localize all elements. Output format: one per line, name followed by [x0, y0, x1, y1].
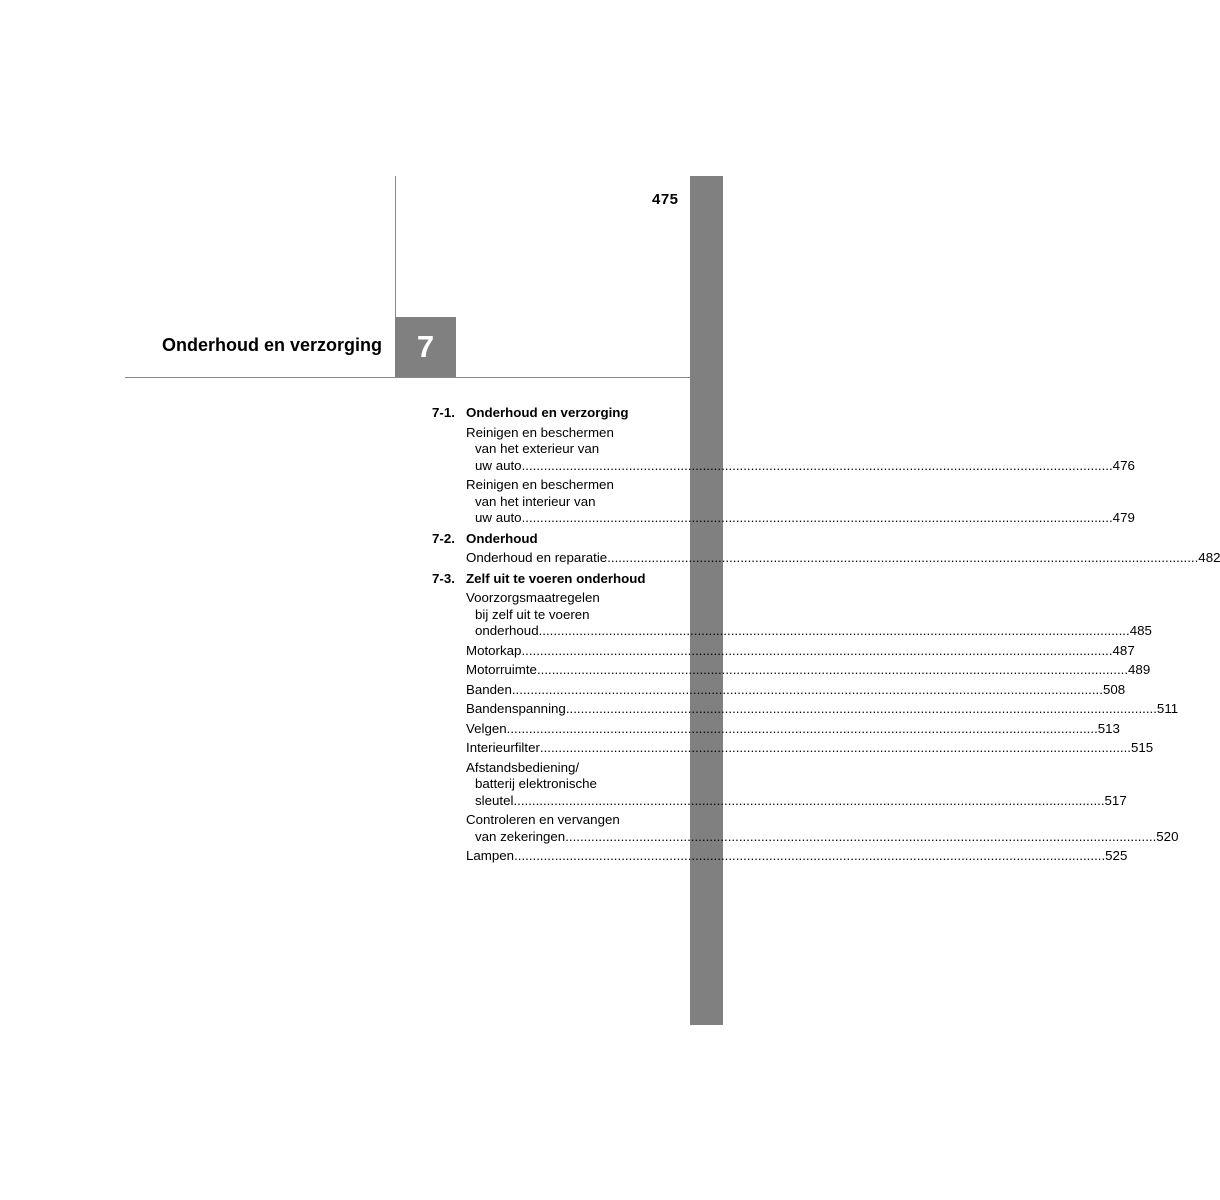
horizontal-rule [125, 377, 691, 378]
toc-entry-line [466, 848, 1128, 865]
toc-entry[interactable] [466, 642, 1135, 660]
toc-section-number: 7-1. [432, 405, 455, 420]
toc-entry-text: Motorruimte [466, 662, 537, 677]
toc-entry-text: van zekeringen [475, 828, 566, 844]
toc-entry[interactable] [466, 720, 1120, 738]
toc-page-number: 515 [1131, 740, 1154, 755]
toc-leader-dots: ................................................................................................................................................................ [513, 792, 1105, 808]
toc-leader-dots: ................................................................................................................................................................ [506, 720, 1098, 736]
toc-entry[interactable] [466, 848, 1128, 865]
toc-entry-line [466, 477, 654, 494]
toc-entry-line [466, 590, 654, 607]
toc-entry-text: Interieurfilter [466, 740, 540, 755]
toc-entry-line [466, 681, 1126, 699]
toc-leader-dots: ................................................................................................................................................................ [514, 848, 1106, 863]
toc-entry-line [466, 550, 1220, 567]
toc-entry-line [466, 828, 1179, 846]
toc-entry-line [466, 510, 1135, 527]
toc-entry-line [466, 662, 1151, 679]
toc-entry-line [466, 760, 654, 777]
toc-leader-dots: ................................................................................................................................................................ [521, 457, 1113, 473]
toc-entry-line [466, 607, 654, 624]
toc-page-number: 482 [1198, 550, 1220, 565]
toc-entry-text: Reinigen en beschermen [466, 424, 614, 440]
toc-entry[interactable] [466, 759, 1127, 810]
toc-entry-line [466, 494, 654, 511]
toc-leader-dots: ................................................................................................................................................................ [607, 550, 1199, 565]
toc-section-title: Zelf uit te voeren onderhoud [466, 570, 646, 586]
toc-entry-line [466, 740, 1154, 757]
toc-entry-line [466, 425, 654, 442]
toc-entry-text: Onderhoud en reparatie [466, 550, 608, 565]
toc-entry-text: Bandenspanning [466, 701, 566, 716]
toc-entry-line [466, 776, 654, 793]
toc-entry-text: sleutel [475, 792, 514, 808]
toc-entry-text: Lampen [466, 848, 515, 863]
toc-page-number: 511 [1156, 701, 1179, 716]
toc-entry-text: uw auto [475, 457, 522, 473]
toc-leader-dots: ................................................................................................................................................................ [521, 642, 1113, 658]
toc-entry[interactable] [466, 550, 1220, 567]
toc-entry-text: Velgen [466, 720, 507, 736]
toc-page-number: 479 [1112, 510, 1135, 525]
toc-leader-dots: ................................................................................................................................................................ [536, 662, 1129, 677]
toc-section [432, 405, 1135, 527]
toc-section-heading [432, 531, 654, 548]
toc-leader-dots: ................................................................................................................................................................ [565, 828, 1157, 844]
toc-entry[interactable] [466, 812, 1179, 845]
toc-section-heading [432, 571, 654, 588]
toc-section [432, 530, 1220, 567]
chapter-side-tab [690, 176, 723, 1025]
toc-entry-text: Afstandsbediening/ [466, 759, 580, 775]
toc-page-number: 485 [1129, 623, 1152, 638]
toc-entry-line [466, 441, 654, 458]
toc-leader-dots: ................................................................................................................................................................ [521, 510, 1113, 525]
toc-section-number: 7-2. [432, 530, 455, 546]
toc-page-number: 476 [1112, 457, 1135, 473]
toc-entry-text: Motorkap [466, 642, 522, 658]
toc-leader-dots: ................................................................................................................................................................ [511, 681, 1103, 697]
toc-page-number: 513 [1097, 720, 1120, 736]
toc-entry-text: van het exterieur van [475, 441, 600, 456]
toc-leader-dots: ................................................................................................................................................................ [539, 740, 1131, 755]
toc-entry[interactable] [466, 740, 1154, 757]
toc-entry-line [466, 812, 654, 829]
chapter-number-box [395, 317, 456, 377]
toc-page-number: 487 [1112, 642, 1135, 658]
toc-entry-line [466, 623, 1152, 640]
toc-page-number: 517 [1104, 792, 1127, 808]
toc-entry-line [466, 701, 1179, 718]
toc-page-number: 508 [1102, 681, 1126, 697]
table-of-contents [432, 405, 1220, 865]
toc-section [432, 570, 1179, 865]
toc-entry[interactable] [466, 477, 1135, 527]
toc-entry-line [466, 792, 1127, 810]
toc-page-number: 489 [1128, 662, 1151, 677]
toc-page-number: 525 [1105, 848, 1128, 863]
chapter-number: 7 [416, 329, 435, 364]
toc-entry[interactable] [466, 701, 1179, 718]
toc-section-title: Onderhoud en verzorging [466, 405, 629, 420]
page-number: 475 [652, 191, 679, 208]
toc-leader-dots: ................................................................................................................................................................ [538, 623, 1130, 638]
toc-entry-line [466, 457, 1135, 475]
toc-entry-line [466, 642, 1135, 660]
toc-entry-text: onderhoud [475, 623, 539, 638]
vertical-rule [395, 176, 396, 318]
toc-entry-text: van het interieur van [475, 493, 596, 509]
toc-leader-dots: ................................................................................................................................................................ [565, 701, 1157, 716]
toc-entry[interactable] [466, 662, 1151, 679]
toc-entry[interactable] [466, 590, 1152, 640]
toc-section-title: Onderhoud [466, 530, 538, 546]
toc-entry-text: Voorzorgsmaatregelen [466, 590, 600, 605]
toc-entry[interactable] [466, 681, 1126, 699]
toc-entry-text: uw auto [475, 510, 522, 525]
toc-entry-text: Controleren en vervangen [466, 812, 620, 827]
toc-entry-text: Banden [466, 681, 512, 697]
toc-section-number: 7-3. [432, 570, 455, 586]
toc-section-heading [432, 405, 654, 422]
toc-entry-text: Reinigen en beschermen [466, 477, 614, 492]
toc-entry[interactable] [466, 424, 1135, 475]
toc-entry-text: bij zelf uit te voeren [475, 606, 590, 622]
toc-page-number: 520 [1156, 828, 1179, 844]
toc-entry-line [466, 720, 1120, 738]
toc-entry-text: batterij elektronische [475, 776, 597, 791]
chapter-title: Onderhoud en verzorging [162, 335, 383, 355]
